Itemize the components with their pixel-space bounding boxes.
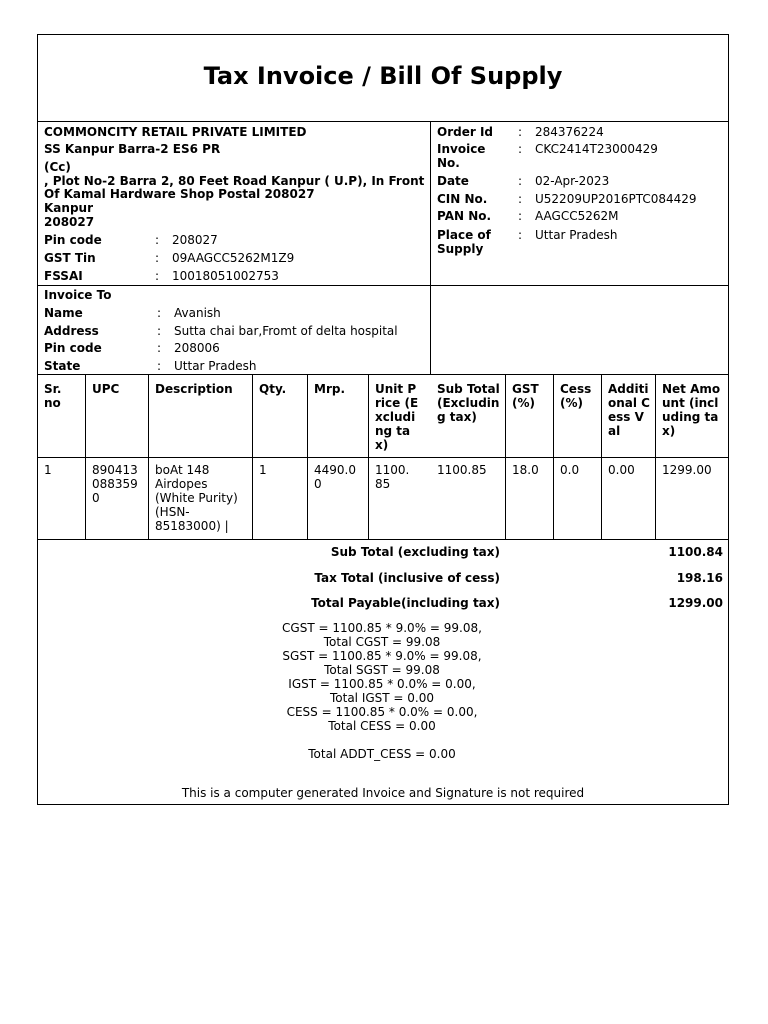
divider — [37, 374, 729, 375]
table-cell: 1 — [259, 463, 267, 477]
order-field-label: Place of Supply — [437, 228, 491, 256]
table-column-rule — [505, 374, 506, 539]
total-label: Sub Total (excluding tax) — [330, 545, 500, 559]
seller-address-line: , Plot No-2 Barra 2, 80 Feet Road Kanpur ( U.P), In Front — [44, 174, 425, 188]
buyer-field-label: Pin code — [44, 341, 102, 355]
field-separator: : — [157, 341, 162, 355]
table-header-cell: Sr. no — [44, 382, 62, 410]
field-separator: : — [155, 251, 160, 265]
tax-breakdown-line: IGST = 1100.85 * 0.0% = 0.00, — [288, 677, 476, 691]
field-separator: : — [155, 269, 160, 283]
field-separator: : — [518, 228, 523, 242]
table-column-rule — [553, 374, 554, 539]
table-column-rule — [307, 374, 308, 539]
divider — [37, 539, 729, 540]
addt-cess-line: Total ADDT_CESS = 0.00 — [308, 747, 456, 761]
seller-type: (Cc) — [44, 160, 71, 174]
table-cell: 1100.85 — [437, 463, 487, 477]
order-field-label: Invoice No. — [437, 142, 486, 170]
table-cell: 1 — [44, 463, 52, 477]
order-field-value: 284376224 — [535, 125, 604, 139]
invoice-title: Tax Invoice / Bill Of Supply — [203, 62, 563, 90]
divider — [37, 457, 729, 458]
table-cell: 1100.85 — [375, 463, 410, 491]
field-separator: : — [518, 142, 523, 156]
table-cell: 1299.00 — [662, 463, 712, 477]
buyer-field-label: Address — [44, 324, 99, 338]
footer-note: This is a computer generated Invoice and Signature is not required — [181, 786, 585, 800]
table-cell: 0.00 — [608, 463, 635, 477]
order-field-label: Date — [437, 174, 469, 188]
table-cell: 18.0 — [512, 463, 539, 477]
buyer-field-value: Sutta chai bar,Fromt of delta hospital — [174, 324, 398, 338]
table-cell: 4490.00 — [314, 463, 356, 491]
seller-field-value: 09AAGCC5262M1Z9 — [172, 251, 295, 265]
table-header-cell: Net Amount (including tax) — [662, 382, 721, 438]
seller-postal: 208027 — [44, 215, 95, 229]
order-field-label: PAN No. — [437, 209, 492, 223]
order-field-value: CKC2414T23000429 — [535, 142, 658, 156]
tax-breakdown-line: CGST = 1100.85 * 9.0% = 99.08, — [282, 621, 482, 635]
buyer-field-value: 208006 — [174, 341, 220, 355]
table-header-cell: Mrp. — [314, 382, 346, 396]
buyer-field-value: Uttar Pradesh — [174, 359, 257, 373]
seller-field-label: FSSAI — [44, 269, 83, 283]
table-column-rule — [368, 374, 369, 539]
field-separator: : — [518, 125, 523, 139]
table-column-rule — [85, 374, 86, 539]
seller-address-line: Of Kamal Hardware Shop Postal 208027 — [44, 187, 315, 201]
total-value: 1299.00 — [668, 596, 723, 610]
order-field-label: Order Id — [437, 125, 493, 139]
field-separator: : — [157, 324, 162, 338]
order-field-value: AAGCC5262M — [535, 209, 619, 223]
divider — [37, 121, 729, 122]
tax-breakdown-line: Total CESS = 0.00 — [328, 719, 436, 733]
tax-breakdown-line: Total IGST = 0.00 — [329, 691, 435, 705]
divider — [37, 285, 729, 286]
field-separator: : — [157, 306, 162, 320]
total-value: 198.16 — [676, 571, 723, 585]
table-column-rule — [148, 374, 149, 539]
tax-breakdown-line: SGST = 1100.85 * 9.0% = 99.08, — [282, 649, 482, 663]
field-separator: : — [157, 359, 162, 373]
table-header-cell: Description — [155, 382, 233, 396]
seller-city: Kanpur — [44, 201, 93, 215]
buyer-field-value: Avanish — [174, 306, 221, 320]
seller-store: SS Kanpur Barra-2 ES6 PR — [44, 142, 221, 156]
table-header-cell: Qty. — [259, 382, 287, 396]
table-header-cell: Additional Cess Val — [608, 382, 650, 438]
table-column-rule — [252, 374, 253, 539]
table-cell: boAt 148 Airdopes (White Purity) (HSN-85183000) | — [155, 463, 238, 533]
seller-field-value: 208027 — [172, 233, 218, 247]
table-cell: 0.0 — [560, 463, 580, 477]
table-column-rule — [601, 374, 602, 539]
total-value: 1100.84 — [668, 545, 723, 559]
buyer-field-label: Name — [44, 306, 83, 320]
seller-name: COMMONCITY RETAIL PRIVATE LIMITED — [44, 125, 307, 139]
seller-field-label: Pin code — [44, 233, 102, 247]
tax-breakdown-line: Total CGST = 99.08 — [323, 635, 441, 649]
order-field-value: 02-Apr-2023 — [535, 174, 610, 188]
total-label: Tax Total (inclusive of cess) — [314, 571, 500, 585]
table-header-cell: UPC — [92, 382, 120, 396]
order-field-value: Uttar Pradesh — [535, 228, 618, 242]
order-field-label: CIN No. — [437, 192, 488, 206]
tax-breakdown-line: CESS = 1100.85 * 0.0% = 0.00, — [286, 705, 478, 719]
tax-breakdown-line: Total SGST = 99.08 — [324, 663, 440, 677]
divider — [430, 121, 431, 374]
seller-field-label: GST Tin — [44, 251, 96, 265]
buyer-heading: Invoice To — [44, 288, 112, 302]
field-separator: : — [518, 174, 523, 188]
total-label: Total Payable(including tax) — [311, 596, 500, 610]
field-separator: : — [155, 233, 160, 247]
seller-field-value: 10018051002753 — [172, 269, 279, 283]
table-header-cell: Unit Price (Excluding tax) — [375, 382, 419, 452]
field-separator: : — [518, 192, 523, 206]
table-cell: 8904130883590 — [92, 463, 138, 505]
table-header-cell: Cess (%) — [560, 382, 592, 410]
table-column-rule — [655, 374, 656, 539]
buyer-field-label: State — [44, 359, 81, 373]
table-header-cell: GST (%) — [512, 382, 539, 410]
table-header-cell: Sub Total (Excluding tax) — [437, 382, 500, 424]
field-separator: : — [518, 209, 523, 223]
order-field-value: U52209UP2016PTC084429 — [535, 192, 697, 206]
